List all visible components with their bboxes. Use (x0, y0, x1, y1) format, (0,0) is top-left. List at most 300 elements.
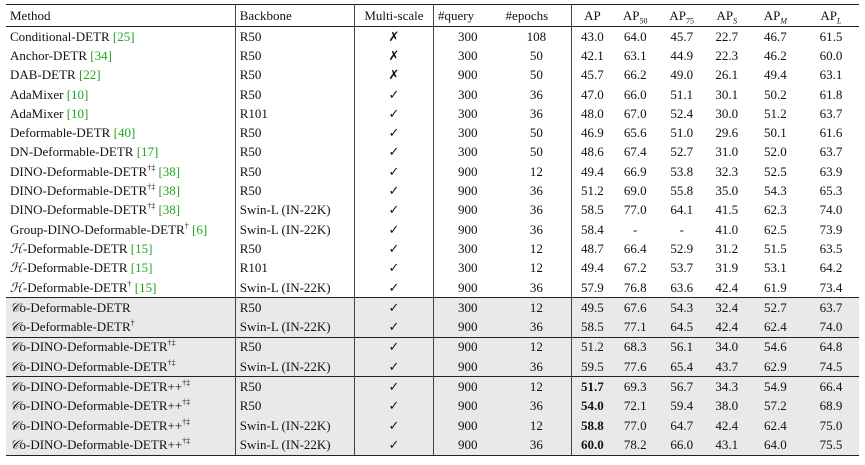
citation-link[interactable]: [34] (90, 47, 112, 63)
results-table (6, 4, 859, 456)
header-backbone: Backbone (235, 5, 354, 27)
method-cell (6, 46, 235, 65)
query-cell: 900 (433, 357, 501, 377)
query-cell: 300 (458, 28, 478, 44)
table-row (6, 143, 859, 162)
query-cell: 900 (458, 67, 478, 83)
backbone-cell: R50 (235, 143, 354, 162)
method-marks: †‡ (147, 201, 156, 211)
ap-cell: 49.4 (581, 260, 604, 276)
citation-link[interactable]: [25] (112, 28, 135, 44)
method-name: o-DINO-Deformable-DETR++ (19, 436, 183, 452)
apm-cell: 46.2 (763, 47, 787, 63)
table-row (6, 181, 859, 200)
method-cell (6, 435, 235, 455)
ap50-cell: 63.1 (623, 47, 647, 63)
apm-cell: 51.5 (763, 240, 787, 256)
epochs-cell: 50 (502, 46, 572, 65)
apl-cell: 61.8 (819, 86, 843, 102)
aps-cell: 41.0 (715, 221, 739, 237)
aps-cell: 30.1 (715, 86, 739, 102)
ap50-cell: 72.1 (613, 397, 658, 416)
ap50-cell: 65.6 (623, 125, 647, 141)
table-row (6, 435, 859, 455)
ap-cell: 46.9 (581, 125, 604, 141)
header-method: Method (6, 5, 235, 27)
table-row (6, 259, 859, 278)
apl-cell: 68.9 (803, 397, 859, 416)
header-multiscale: Multi-scale (354, 5, 433, 27)
method-marks: † (184, 221, 189, 231)
ap75-cell: 53.7 (670, 260, 694, 276)
ap50-cell: 77.1 (613, 317, 658, 337)
citation-link[interactable]: [15] (130, 240, 153, 256)
epochs-cell: 36 (502, 317, 572, 337)
ap50-cell: 66.0 (623, 86, 647, 102)
method-cell (6, 85, 235, 104)
ap75-cell: 52.7 (670, 144, 694, 160)
method-cell (6, 278, 235, 298)
aps-cell: 42.4 (706, 317, 748, 337)
method-cell (6, 181, 235, 200)
query-cell: 900 (433, 377, 501, 397)
backbone-cell: Swin-L (IN-22K) (235, 220, 354, 239)
method-cell (6, 162, 235, 181)
method-name: Conditional-DETR (10, 28, 113, 44)
citation-link[interactable]: [10] (66, 105, 89, 121)
citation-link[interactable]: [38] (158, 202, 181, 218)
multiscale-cell: ✓ (354, 298, 433, 318)
method-cell (6, 239, 235, 258)
citation-link[interactable]: [6] (191, 221, 208, 237)
method-marks: †‡ (182, 417, 191, 427)
ap-cell: 58.8 (572, 416, 613, 435)
backbone-cell: R50 (235, 46, 354, 65)
method-name: o-DINO-Deformable-DETR++ (19, 378, 183, 394)
ap75-cell: 55.8 (670, 183, 694, 199)
apl-cell: 74.5 (803, 357, 859, 377)
multiscale-cell: ✓ (354, 416, 433, 435)
apm-cell: 54.9 (748, 377, 803, 397)
method-name: o-DINO-Deformable-DETR++ (19, 417, 183, 433)
method-name: -Deformable-DETR (22, 240, 131, 256)
header-ap50: $AP_{50}$ (613, 5, 658, 27)
method-prefix: ℋ (10, 261, 23, 277)
epochs-cell: 12 (502, 377, 572, 397)
apl-cell: 75.5 (803, 435, 859, 455)
table-row (6, 220, 859, 239)
apm-cell: 51.2 (763, 105, 787, 121)
table-row (6, 46, 859, 65)
method-cell (6, 27, 235, 47)
query-cell: 300 (458, 47, 478, 63)
ap75-cell: 49.0 (670, 67, 694, 83)
method-cell (6, 201, 235, 220)
ap75-cell: 65.4 (658, 357, 706, 377)
apm-cell: 61.9 (763, 279, 787, 295)
method-marks: † (127, 279, 132, 289)
multiscale-cell: ✓ (354, 143, 433, 162)
apl-cell: 63.5 (819, 240, 843, 256)
aps-cell: 42.4 (715, 279, 739, 295)
ap-cell: 49.4 (581, 163, 604, 179)
ap-cell: 58.4 (581, 221, 604, 237)
aps-cell: 32.4 (706, 298, 748, 318)
backbone-cell: R101 (235, 104, 354, 123)
epochs-cell: 36 (502, 278, 572, 298)
method-marks: †‡ (167, 358, 176, 368)
apm-cell: 64.0 (748, 435, 803, 455)
ap-cell: 51.7 (572, 377, 613, 397)
ap75-cell: 64.5 (658, 317, 706, 337)
ap-cell: 59.5 (572, 357, 613, 377)
ap50-cell: 67.4 (623, 144, 647, 160)
epochs-cell: 36 (502, 85, 572, 104)
aps-cell: 43.7 (706, 357, 748, 377)
backbone-cell: R50 (235, 162, 354, 181)
method-prefix: 𝒞 (10, 300, 20, 316)
ap75-cell: 45.7 (670, 28, 694, 44)
multiscale-cell: ✓ (354, 85, 433, 104)
multiscale-cell: ✓ (354, 181, 433, 200)
apm-cell: 62.5 (763, 221, 787, 237)
aps-cell: 34.0 (706, 337, 748, 357)
table-row (6, 27, 859, 47)
backbone-cell: Swin-L (IN-22K) (235, 357, 354, 377)
method-cell (6, 397, 235, 416)
method-marks: †‡ (182, 378, 191, 388)
aps-cell: 22.7 (715, 28, 739, 44)
method-prefix: ℋ (10, 241, 23, 257)
apl-cell: 61.6 (819, 125, 843, 141)
epochs-cell: 36 (502, 397, 572, 416)
method-marks: † (130, 318, 135, 328)
table-group (6, 377, 859, 455)
aps-cell: 34.3 (706, 377, 748, 397)
ap-cell: 51.2 (581, 183, 604, 199)
method-name: -Deformable-DETR (22, 260, 131, 276)
multiscale-cell: ✓ (354, 123, 433, 142)
aps-cell: 30.0 (715, 105, 739, 121)
apm-cell: 53.1 (763, 260, 787, 276)
backbone-cell: R50 (235, 239, 354, 258)
method-cell (6, 104, 235, 123)
apm-cell: 62.4 (748, 416, 803, 435)
table-row (6, 397, 859, 416)
ap50-cell: 76.8 (623, 279, 647, 295)
method-name: o-Deformable-DETR (19, 299, 131, 315)
epochs-cell: 12 (502, 337, 572, 357)
citation-link[interactable]: [10] (66, 86, 89, 102)
query-cell: 900 (433, 317, 501, 337)
query-cell: 300 (458, 105, 478, 121)
apl-cell: 73.9 (819, 221, 843, 237)
ap50-cell: 77.6 (613, 357, 658, 377)
ap50-cell: 69.0 (623, 183, 647, 199)
header-ap: AP (572, 5, 613, 27)
table-row (6, 377, 859, 397)
ap-cell: 42.1 (581, 47, 604, 63)
method-name: AdaMixer (10, 86, 67, 102)
aps-cell: 35.0 (715, 183, 739, 199)
epochs-cell: 36 (502, 435, 572, 455)
ap-cell: 47.0 (581, 86, 604, 102)
query-cell: 300 (458, 260, 478, 276)
method-cell (6, 66, 235, 85)
table-row (6, 104, 859, 123)
ap50-cell: 68.3 (613, 337, 658, 357)
header-query: #query (433, 5, 501, 27)
ap75-cell: 63.6 (670, 279, 694, 295)
ap75-cell: 53.8 (670, 163, 694, 179)
method-marks: †‡ (147, 163, 156, 173)
apm-cell: 50.2 (763, 86, 787, 102)
table-row (6, 162, 859, 181)
ap50-cell: 64.0 (623, 28, 647, 44)
query-cell: 900 (458, 221, 478, 237)
aps-cell: 31.9 (715, 260, 739, 276)
method-cell (6, 357, 235, 377)
multiscale-cell: ✓ (354, 397, 433, 416)
apl-cell: 63.1 (819, 67, 843, 83)
query-cell: 900 (458, 183, 478, 199)
citation-link[interactable]: [40] (113, 125, 136, 141)
aps-cell: 31.0 (715, 144, 739, 160)
ap-cell: 49.5 (572, 298, 613, 318)
apl-cell: 66.4 (803, 377, 859, 397)
ap-cell: 45.7 (581, 67, 604, 83)
query-cell: 900 (433, 435, 501, 455)
header-apl: $AP_L$ (803, 5, 859, 27)
method-marks: †‡ (167, 339, 176, 349)
epochs-cell: 36 (502, 201, 572, 220)
ap-cell: 48.0 (581, 105, 604, 121)
method-cell (6, 317, 235, 337)
backbone-cell: Swin-L (IN-22K) (235, 416, 354, 435)
method-prefix: 𝒞 (10, 437, 20, 453)
method-name: o-Deformable-DETR (19, 319, 131, 335)
epochs-cell: 12 (502, 162, 572, 181)
method-prefix: 𝒞 (10, 418, 20, 434)
method-prefix: 𝒞 (10, 320, 20, 336)
ap75-cell: 64.1 (670, 202, 694, 218)
multiscale-cell: ✗ (354, 66, 433, 85)
ap-cell: 51.2 (572, 337, 613, 357)
apl-cell: 75.0 (803, 416, 859, 435)
apl-cell: 74.0 (803, 317, 859, 337)
query-cell: 900 (458, 163, 478, 179)
method-cell (6, 337, 235, 357)
method-prefix: 𝒞 (10, 340, 20, 356)
method-name: -Deformable-DETR (22, 279, 128, 295)
epochs-cell: 36 (502, 104, 572, 123)
table-row (6, 317, 859, 337)
table-row (6, 278, 859, 298)
table-group (6, 298, 859, 338)
method-cell (6, 143, 235, 162)
backbone-cell: R50 (235, 377, 354, 397)
epochs-cell: 108 (502, 27, 572, 47)
citation-link[interactable]: [15] (130, 260, 153, 276)
citation-link[interactable]: [38] (158, 183, 181, 199)
header-epochs: #epochs (502, 5, 572, 27)
header-apm: $AP_M$ (748, 5, 803, 27)
apm-cell: 57.2 (748, 397, 803, 416)
epochs-cell: 36 (502, 220, 572, 239)
method-name: o-DINO-Deformable-DETR++ (19, 398, 183, 414)
ap50-cell: 66.4 (623, 240, 647, 256)
method-prefix: 𝒞 (10, 379, 20, 395)
ap50-cell: 78.2 (613, 435, 658, 455)
ap-cell: 48.6 (581, 144, 604, 160)
query-cell: 300 (433, 298, 501, 318)
ap-cell: 43.0 (581, 28, 604, 44)
apl-cell: 61.5 (819, 28, 843, 44)
method-cell (6, 123, 235, 142)
multiscale-cell: ✓ (354, 435, 433, 455)
epochs-cell: 36 (502, 181, 572, 200)
apm-cell: 54.6 (748, 337, 803, 357)
apm-cell: 62.4 (748, 317, 803, 337)
apm-cell: 50.1 (763, 125, 787, 141)
apm-cell: 54.3 (763, 183, 787, 199)
apl-cell: 63.7 (803, 298, 859, 318)
query-cell: 300 (458, 240, 478, 256)
multiscale-cell: ✓ (354, 220, 433, 239)
backbone-cell: R50 (235, 181, 354, 200)
method-cell (6, 377, 235, 397)
aps-cell: 22.3 (715, 47, 739, 63)
method-name: DN-Deformable-DETR (10, 144, 137, 160)
ap75-cell: 52.9 (670, 240, 694, 256)
epochs-cell: 50 (502, 123, 572, 142)
ap-cell: 54.0 (572, 397, 613, 416)
ap75-cell: 51.1 (670, 86, 694, 102)
apl-cell: 74.0 (819, 202, 843, 218)
backbone-cell: R50 (235, 337, 354, 357)
backbone-cell: R50 (235, 27, 354, 47)
multiscale-cell: ✓ (354, 337, 433, 357)
query-cell: 900 (433, 337, 501, 357)
ap-cell: 58.5 (572, 317, 613, 337)
method-name: DAB-DETR (10, 67, 79, 83)
method-marks: †‡ (147, 182, 156, 192)
citation-link[interactable]: [22] (78, 67, 101, 83)
ap50-cell: 69.3 (613, 377, 658, 397)
citation-link[interactable]: [17] (136, 144, 159, 160)
citation-link[interactable]: [38] (158, 163, 181, 179)
apl-cell: 65.3 (819, 183, 843, 199)
backbone-cell: Swin-L (IN-22K) (235, 201, 354, 220)
ap75-cell: - (679, 221, 684, 237)
table-row (6, 239, 859, 258)
table-row (6, 416, 859, 435)
table-row (6, 298, 859, 318)
epochs-cell: 50 (502, 66, 572, 85)
table-header (6, 5, 859, 27)
header-ap75: $AP_{75}$ (658, 5, 706, 27)
multiscale-cell: ✓ (354, 201, 433, 220)
header-aps: $AP_S$ (706, 5, 748, 27)
ap75-cell: 52.4 (670, 105, 694, 121)
apm-cell: 52.0 (763, 144, 787, 160)
ap75-cell: 54.3 (658, 298, 706, 318)
query-cell: 900 (433, 416, 501, 435)
citation-link[interactable]: [15] (134, 279, 157, 295)
ap-cell: 60.0 (572, 435, 613, 455)
method-name: o-DINO-Deformable-DETR (19, 358, 168, 374)
multiscale-cell: ✓ (354, 239, 433, 258)
table-group (6, 337, 859, 377)
ap75-cell: 56.7 (658, 377, 706, 397)
epochs-cell: 12 (502, 298, 572, 318)
method-prefix: 𝒞 (10, 399, 20, 415)
aps-cell: 38.0 (706, 397, 748, 416)
aps-cell: 31.2 (715, 240, 739, 256)
method-marks: †‡ (182, 436, 191, 446)
table-row (6, 123, 859, 142)
query-cell: 900 (458, 202, 478, 218)
method-cell (6, 416, 235, 435)
query-cell: 900 (433, 397, 501, 416)
method-name: DINO-Deformable-DETR (10, 202, 148, 218)
apl-cell: 60.0 (819, 47, 843, 63)
table-row (6, 85, 859, 104)
method-cell (6, 298, 235, 318)
table-row (6, 337, 859, 357)
backbone-cell: Swin-L (IN-22K) (235, 317, 354, 337)
table-row (6, 201, 859, 220)
method-name: Anchor-DETR (10, 47, 91, 63)
ap50-cell: - (633, 221, 638, 237)
table-group (6, 27, 859, 298)
backbone-cell: R101 (235, 259, 354, 278)
aps-cell: 29.6 (715, 125, 739, 141)
apm-cell: 62.3 (763, 202, 787, 218)
ap50-cell: 67.0 (623, 105, 647, 121)
epochs-cell: 12 (502, 259, 572, 278)
method-prefix: ℋ (10, 280, 23, 296)
ap-cell: 57.9 (581, 279, 604, 295)
method-name: DINO-Deformable-DETR (10, 183, 148, 199)
backbone-cell: Swin-L (IN-22K) (235, 278, 354, 298)
method-name: o-DINO-Deformable-DETR (19, 339, 168, 355)
ap75-cell: 66.0 (658, 435, 706, 455)
apl-cell: 63.9 (819, 163, 843, 179)
multiscale-cell: ✗ (354, 27, 433, 47)
method-marks: †‡ (182, 397, 191, 407)
ap50-cell: 77.0 (623, 202, 647, 218)
backbone-cell: R50 (235, 85, 354, 104)
apm-cell: 62.9 (748, 357, 803, 377)
multiscale-cell: ✓ (354, 162, 433, 181)
apm-cell: 46.7 (763, 28, 787, 44)
multiscale-cell: ✓ (354, 278, 433, 298)
aps-cell: 41.5 (715, 202, 739, 218)
backbone-cell: R50 (235, 298, 354, 318)
backbone-cell: R50 (235, 123, 354, 142)
backbone-cell: R50 (235, 397, 354, 416)
aps-cell: 32.3 (715, 163, 739, 179)
apm-cell: 52.5 (763, 163, 787, 179)
method-name: Group-DINO-Deformable-DETR (10, 221, 185, 237)
epochs-cell: 36 (502, 357, 572, 377)
aps-cell: 43.1 (706, 435, 748, 455)
ap75-cell: 44.9 (670, 47, 694, 63)
query-cell: 300 (458, 125, 478, 141)
multiscale-cell: ✓ (354, 317, 433, 337)
method-prefix: 𝒞 (10, 359, 20, 375)
